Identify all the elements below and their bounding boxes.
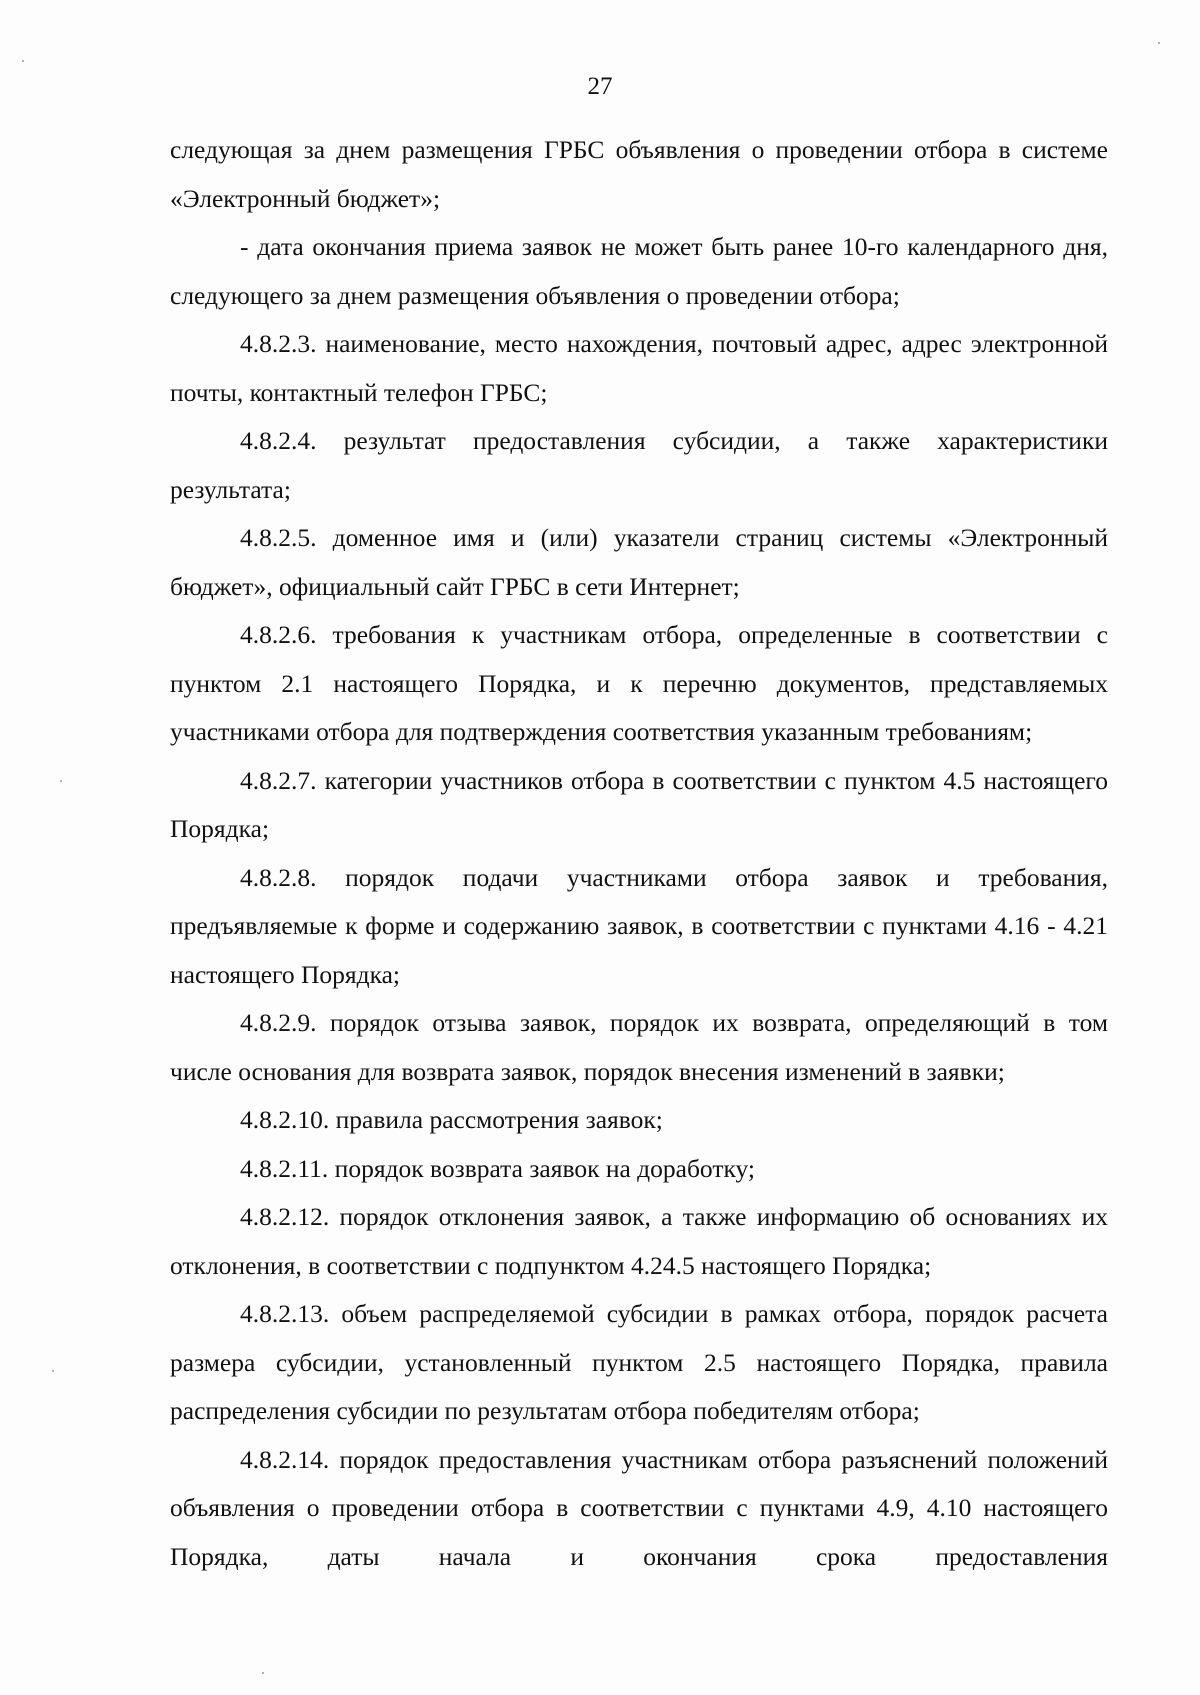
paragraph-4-8-2-7: 4.8.2.7. категории участников отбора в соответствии с пунктом 4.5 настоящего Порядка; (170, 765, 1108, 843)
scan-speck (22, 60, 24, 62)
paragraph-4-8-2-4: 4.8.2.4. результат предоставления субсидии, а также характеристики результата; (170, 426, 1108, 504)
paragraph-4-8-2-14: 4.8.2.14. порядок предоставления участникам отбора разъяснений положений объявления о проведении отбора в соответствии с пунктами 4.9, 4.10 настоящего Порядка, даты начала и окончания срока предоставления (170, 1444, 1108, 1571)
paragraph-4-8-2-8: 4.8.2.8. порядок подачи участниками отбора заявок и требования, предъявляемые к форме и содержанию заявок, в соответствии с пунктами 4.16 - 4.21 настоящего Порядка; (170, 862, 1108, 989)
scan-speck (60, 780, 62, 782)
paragraph-4-8-2-6: 4.8.2.6. требования к участникам отбора, определенные в соответствии с пунктом 2.1 настоящего Порядка, и к перечню документов, представляемых участниками отбора для подтверждения соответствия указанным требованиям; (170, 620, 1108, 746)
paragraph-4-8-2-9: 4.8.2.9. порядок отзыва заявок, порядок их возврата, определяющий в том числе основания для возврата заявок, порядок внесения изменений в заявки; (170, 1008, 1108, 1086)
paragraph-continuation: следующая за днем размещения ГРБС объявления о проведении отбора в системе «Электронный бюджет»; (170, 135, 1108, 213)
paragraph-4-8-2-5: 4.8.2.5. доменное имя и (или) указатели страниц системы «Электронный бюджет», официальный сайт ГРБС в сети Интернет; (170, 523, 1108, 601)
scan-speck (1158, 42, 1160, 44)
scan-speck (52, 1370, 54, 1372)
paragraph-4-8-2-10: 4.8.2.10. правила рассмотрения заявок; (240, 1105, 663, 1134)
paragraph-4-8-2-12: 4.8.2.12. порядок отклонения заявок, а также информацию об основаниях их отклонения, в соответствии с подпунктом 4.24.5 настоящего Порядка; (170, 1202, 1108, 1280)
paragraph-4-8-2-11: 4.8.2.11. порядок возврата заявок на доработку; (240, 1153, 756, 1183)
paragraph-4-8-2-13: 4.8.2.13. объем распределяемой субсидии в рамках отбора, порядок расчета размера субсидии, установленный пунктом 2.5 настоящего Порядка, правила распределения субсидии по результатам отбора победителям отбора; (170, 1299, 1108, 1425)
paragraph-4-8-2-3: 4.8.2.3. наименование, место нахождения, почтовый адрес, адрес электронной почты, контактный телефон ГРБС; (170, 329, 1108, 407)
document-body (170, 126, 1108, 1581)
page-number: 27 (587, 73, 613, 100)
paragraph-deadline: - дата окончания приема заявок не может быть ранее 10-го календарного дня, следующего за днем размещения объявления о проведении отбора; (170, 232, 1108, 310)
scan-speck (262, 1672, 264, 1674)
